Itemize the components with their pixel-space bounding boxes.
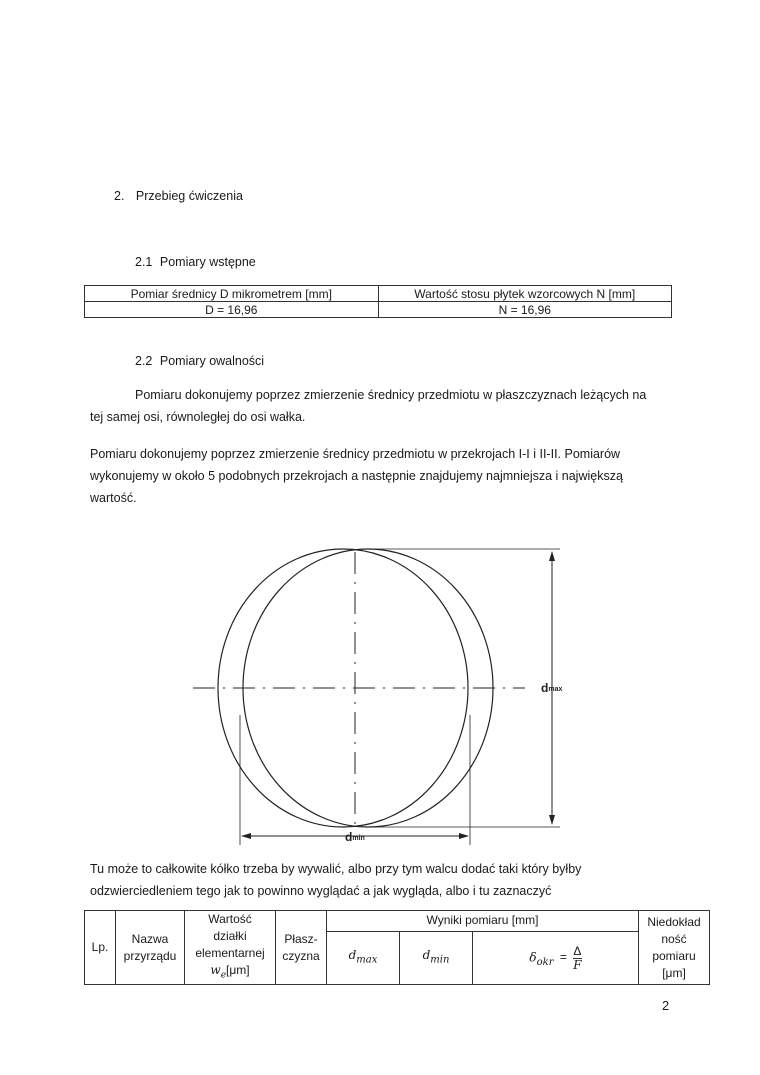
table-header-cell: Wartość stosu płytek wzorcowych N [mm]	[378, 286, 672, 302]
paragraph-line: Pomiaru dokonujemy poprzez zmierzenie średnicy przedmiotu w płaszczyznach leżących na	[135, 388, 647, 402]
math-eq: =	[559, 950, 567, 965]
paragraph-line: odzwierciedleniem tego jak to powinno wyglądać a jak wygląda, albo i tu zaznaczyć	[90, 884, 552, 898]
table-header-cell: Pomiar średnicy D mikrometrem [mm]	[85, 286, 379, 302]
results-header: Wyniki pomiaru [mm]	[327, 911, 639, 932]
arrow-head	[549, 815, 555, 825]
header-line: elementarnej	[195, 946, 265, 960]
section-title: Przebieg ćwiczenia	[135, 189, 243, 203]
section-number: 2.	[114, 189, 125, 203]
ovality-results-table	[84, 910, 710, 985]
header-line	[185, 962, 275, 984]
header-line: Niedokład	[647, 914, 701, 929]
math-sub: max	[356, 954, 378, 966]
header-line: Wartość	[208, 912, 252, 926]
header-line: Płasz-	[284, 931, 318, 946]
fraction	[573, 945, 581, 972]
math-var: δ	[529, 950, 537, 965]
paragraph-line: wartość.	[90, 491, 137, 505]
fraction-denominator: F	[573, 957, 582, 972]
dmax-header	[327, 931, 400, 985]
subsection-1-title: Pomiary wstępne	[159, 255, 256, 269]
header-line: działki	[213, 929, 247, 943]
scale-division-header	[185, 911, 276, 985]
table-cell: N = 16,96	[378, 302, 672, 318]
page-number: 2	[662, 998, 670, 1013]
plane-header	[276, 911, 327, 985]
table-header-row	[85, 911, 710, 932]
math-var: d	[422, 948, 431, 963]
instrument-header	[116, 911, 185, 985]
paragraph-line: Pomiaru dokonujemy poprzez zmierzenie średnicy przedmiotu w przekrojach I-I i II-II. Pomiarów	[90, 447, 621, 461]
dmax-label: dmax	[541, 681, 563, 695]
math-sub: okr	[536, 956, 554, 968]
unit: [μm]	[226, 963, 250, 977]
delta-header	[473, 931, 639, 985]
table-cell: D = 16,96	[85, 302, 379, 318]
fraction-numerator: Δ	[573, 943, 582, 958]
dmin-label: dmin	[345, 830, 365, 844]
arrow-head	[241, 833, 251, 839]
header-line: [μm]	[662, 965, 686, 980]
paragraph-line: tej samej osi, równoległej do osi wałka.	[90, 410, 306, 424]
arrow-head	[459, 833, 469, 839]
subsection-2-number: 2.2	[135, 354, 153, 368]
header-line: ność	[661, 931, 687, 946]
subsection-1-number: 2.1	[135, 255, 153, 269]
header-line: czyzna	[282, 948, 320, 963]
math-var: d	[348, 948, 357, 963]
lp-header: Lp.	[85, 911, 116, 985]
paragraph-line: wykonujemy w około 5 podobnych przekrojach a następnie znajdujemy najmniejsza i największą	[90, 469, 623, 483]
inaccuracy-header	[639, 911, 710, 985]
arrow-head	[549, 551, 555, 561]
math-sub: e	[220, 970, 227, 981]
header-line: pomiaru	[652, 948, 696, 963]
paragraph-3	[90, 858, 710, 902]
math-sub: min	[430, 954, 450, 966]
subsection-2-title: Pomiary owalności	[159, 354, 265, 368]
header-line: Nazwa	[131, 931, 169, 946]
paragraph-line: Tu może to całkowite kółko trzeba by wywalić, albo przy tym walcu dodać taki który byłby	[90, 862, 582, 876]
dmin-header	[400, 931, 473, 985]
math-var: w	[210, 963, 221, 977]
header-line: przyrządu	[123, 948, 177, 963]
